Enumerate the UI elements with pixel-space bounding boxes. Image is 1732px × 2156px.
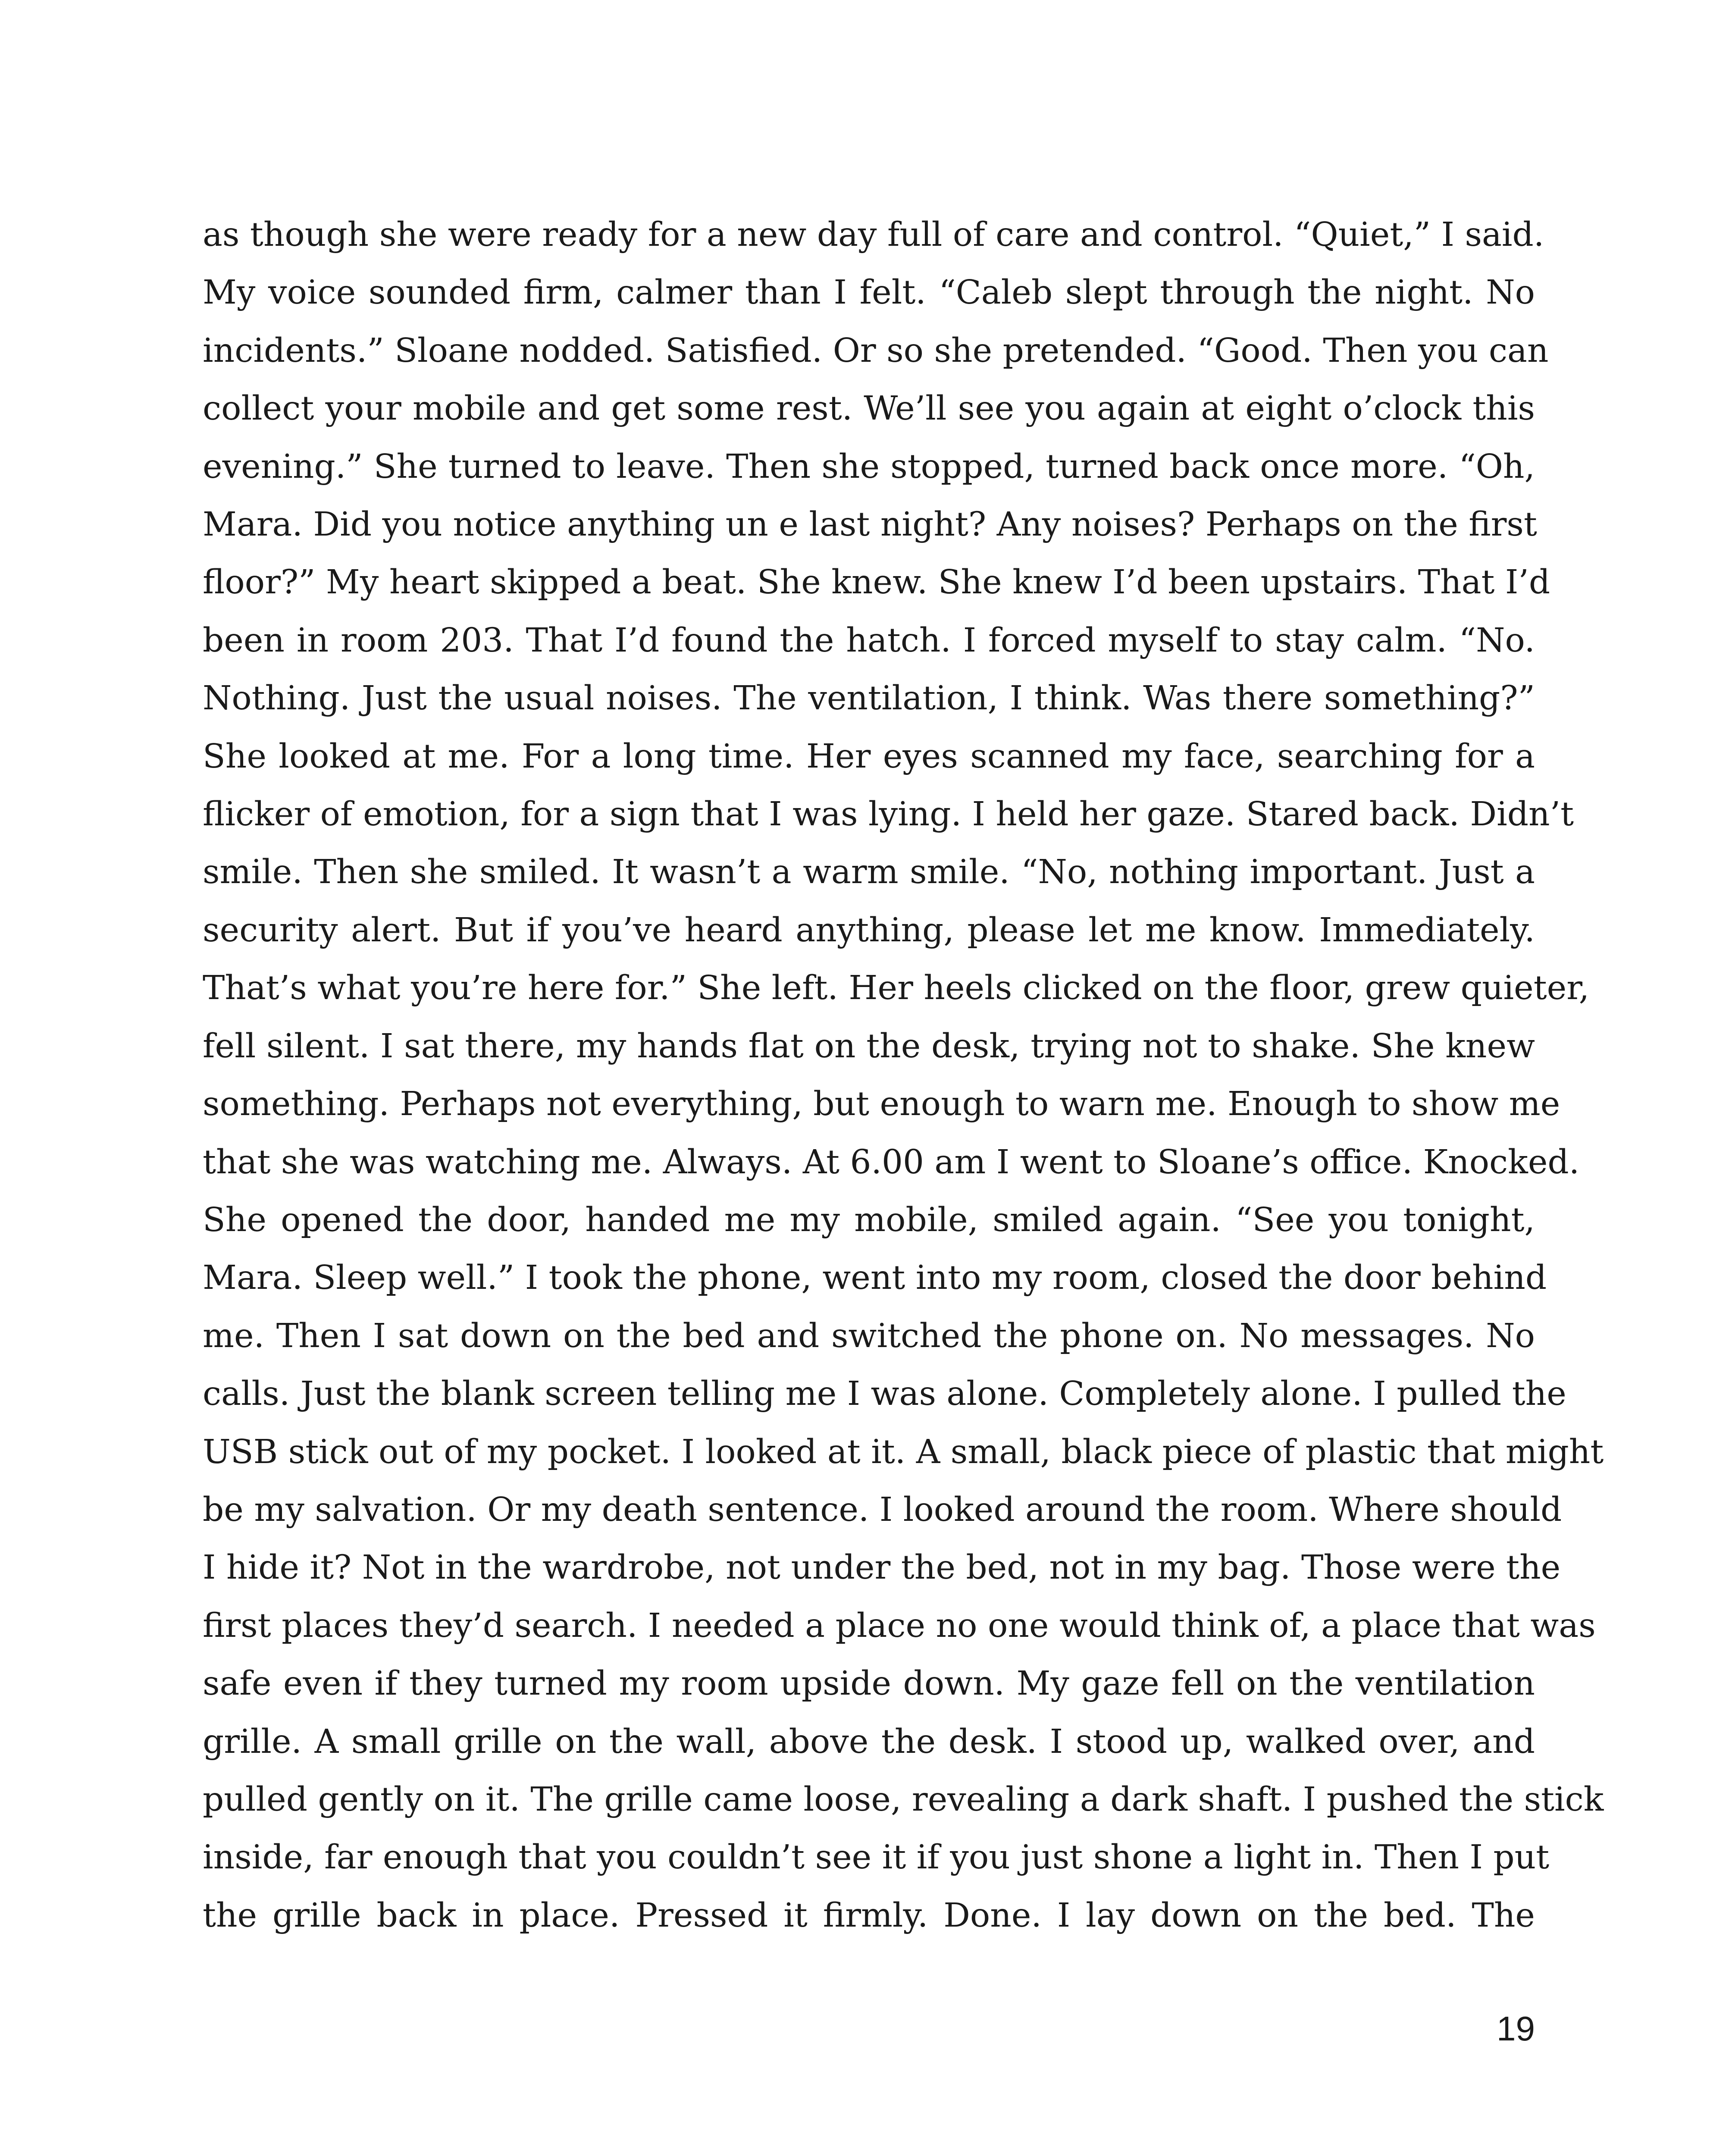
text-line: She opened the door, handed me my mobile, smiled again. “See you tonight, [203, 1200, 1535, 1239]
text-line: evening.” She turned to leave. Then she stopped, turned back once more. “Oh, [203, 447, 1535, 486]
page-number: 19 [1497, 2009, 1535, 2048]
body-text [203, 206, 1604, 1945]
text-line: calls. Just the blank screen telling me I was alone. Completely alone. I pulled the [203, 1375, 1566, 1413]
text-line: floor?” My heart skipped a beat. She knew. She knew I’d been upstairs. That I’d [203, 563, 1550, 602]
text-line: the grille back in place. Pressed it firmly. Done. I lay down on the bed. The [203, 1896, 1535, 1935]
text-line: as though she were ready for a new day full of care and control. “Quiet,” I said. [203, 216, 1544, 254]
text-line: smile. Then she smiled. It wasn’t a warm smile. “No, nothing important. Just a [203, 853, 1535, 892]
text-line: security alert. But if you’ve heard anything, please let me know. Immediately. [203, 911, 1535, 950]
text-line: pulled gently on it. The grille came loose, revealing a dark shaft. I pushed the stick [203, 1780, 1604, 1819]
text-line: be my salvation. Or my death sentence. I looked around the room. Where should [203, 1490, 1562, 1529]
text-line: USB stick out of my pocket. I looked at it. A small, black piece of plastic that might [203, 1432, 1604, 1471]
text-line: inside, far enough that you couldn’t see it if you just shone a light in. Then I put [203, 1838, 1550, 1877]
text-line: safe even if they turned my room upside down. My gaze fell on the ventilation [203, 1664, 1535, 1703]
text-line: been in room 203. That I’d found the hatch. I forced myself to stay calm. “No. [203, 621, 1535, 660]
text-line: Mara. Did you notice anything un e last night? Any noises? Perhaps on the first [203, 505, 1537, 544]
text-line: collect your mobile and get some rest. We’ll see you again at eight o’clock this [203, 389, 1535, 428]
text-line: me. Then I sat down on the bed and switched the phone on. No messages. No [203, 1316, 1535, 1355]
text-line: I hide it? Not in the wardrobe, not under the bed, not in my bag. Those were the [203, 1548, 1561, 1587]
text-line: fell silent. I sat there, my hands flat on the desk, trying not to shake. She knew [203, 1027, 1535, 1065]
text-line: My voice sounded firm, calmer than I felt. “Caleb slept through the night. No [203, 273, 1535, 312]
text-line: That’s what you’re here for.” She left. Her heels clicked on the floor, grew quieter, [203, 969, 1590, 1008]
text-line: flicker of emotion, for a sign that I was lying. I held her gaze. Stared back. Didn’t [203, 795, 1574, 834]
text-line: first places they’d search. I needed a place no one would think of, a place that was [203, 1606, 1596, 1645]
text-line: that she was watching me. Always. At 6.00 am I went to Sloane’s office. Knocked. [203, 1143, 1580, 1181]
text-line: grille. A small grille on the wall, above the desk. I stood up, walked over, and [203, 1722, 1535, 1761]
text-line: something. Perhaps not everything, but enough to warn me. Enough to show me [203, 1085, 1560, 1124]
text-line: incidents.” Sloane nodded. Satisfied. Or so she pretended. “Good. Then you can [203, 331, 1549, 370]
text-line: Mara. Sleep well.” I took the phone, went into my room, closed the door behind [203, 1259, 1547, 1297]
text-line: She looked at me. For a long time. Her eyes scanned my face, searching for a [203, 737, 1535, 776]
text-line: Nothing. Just the usual noises. The ventilation, I think. Was there something?” [203, 679, 1535, 718]
